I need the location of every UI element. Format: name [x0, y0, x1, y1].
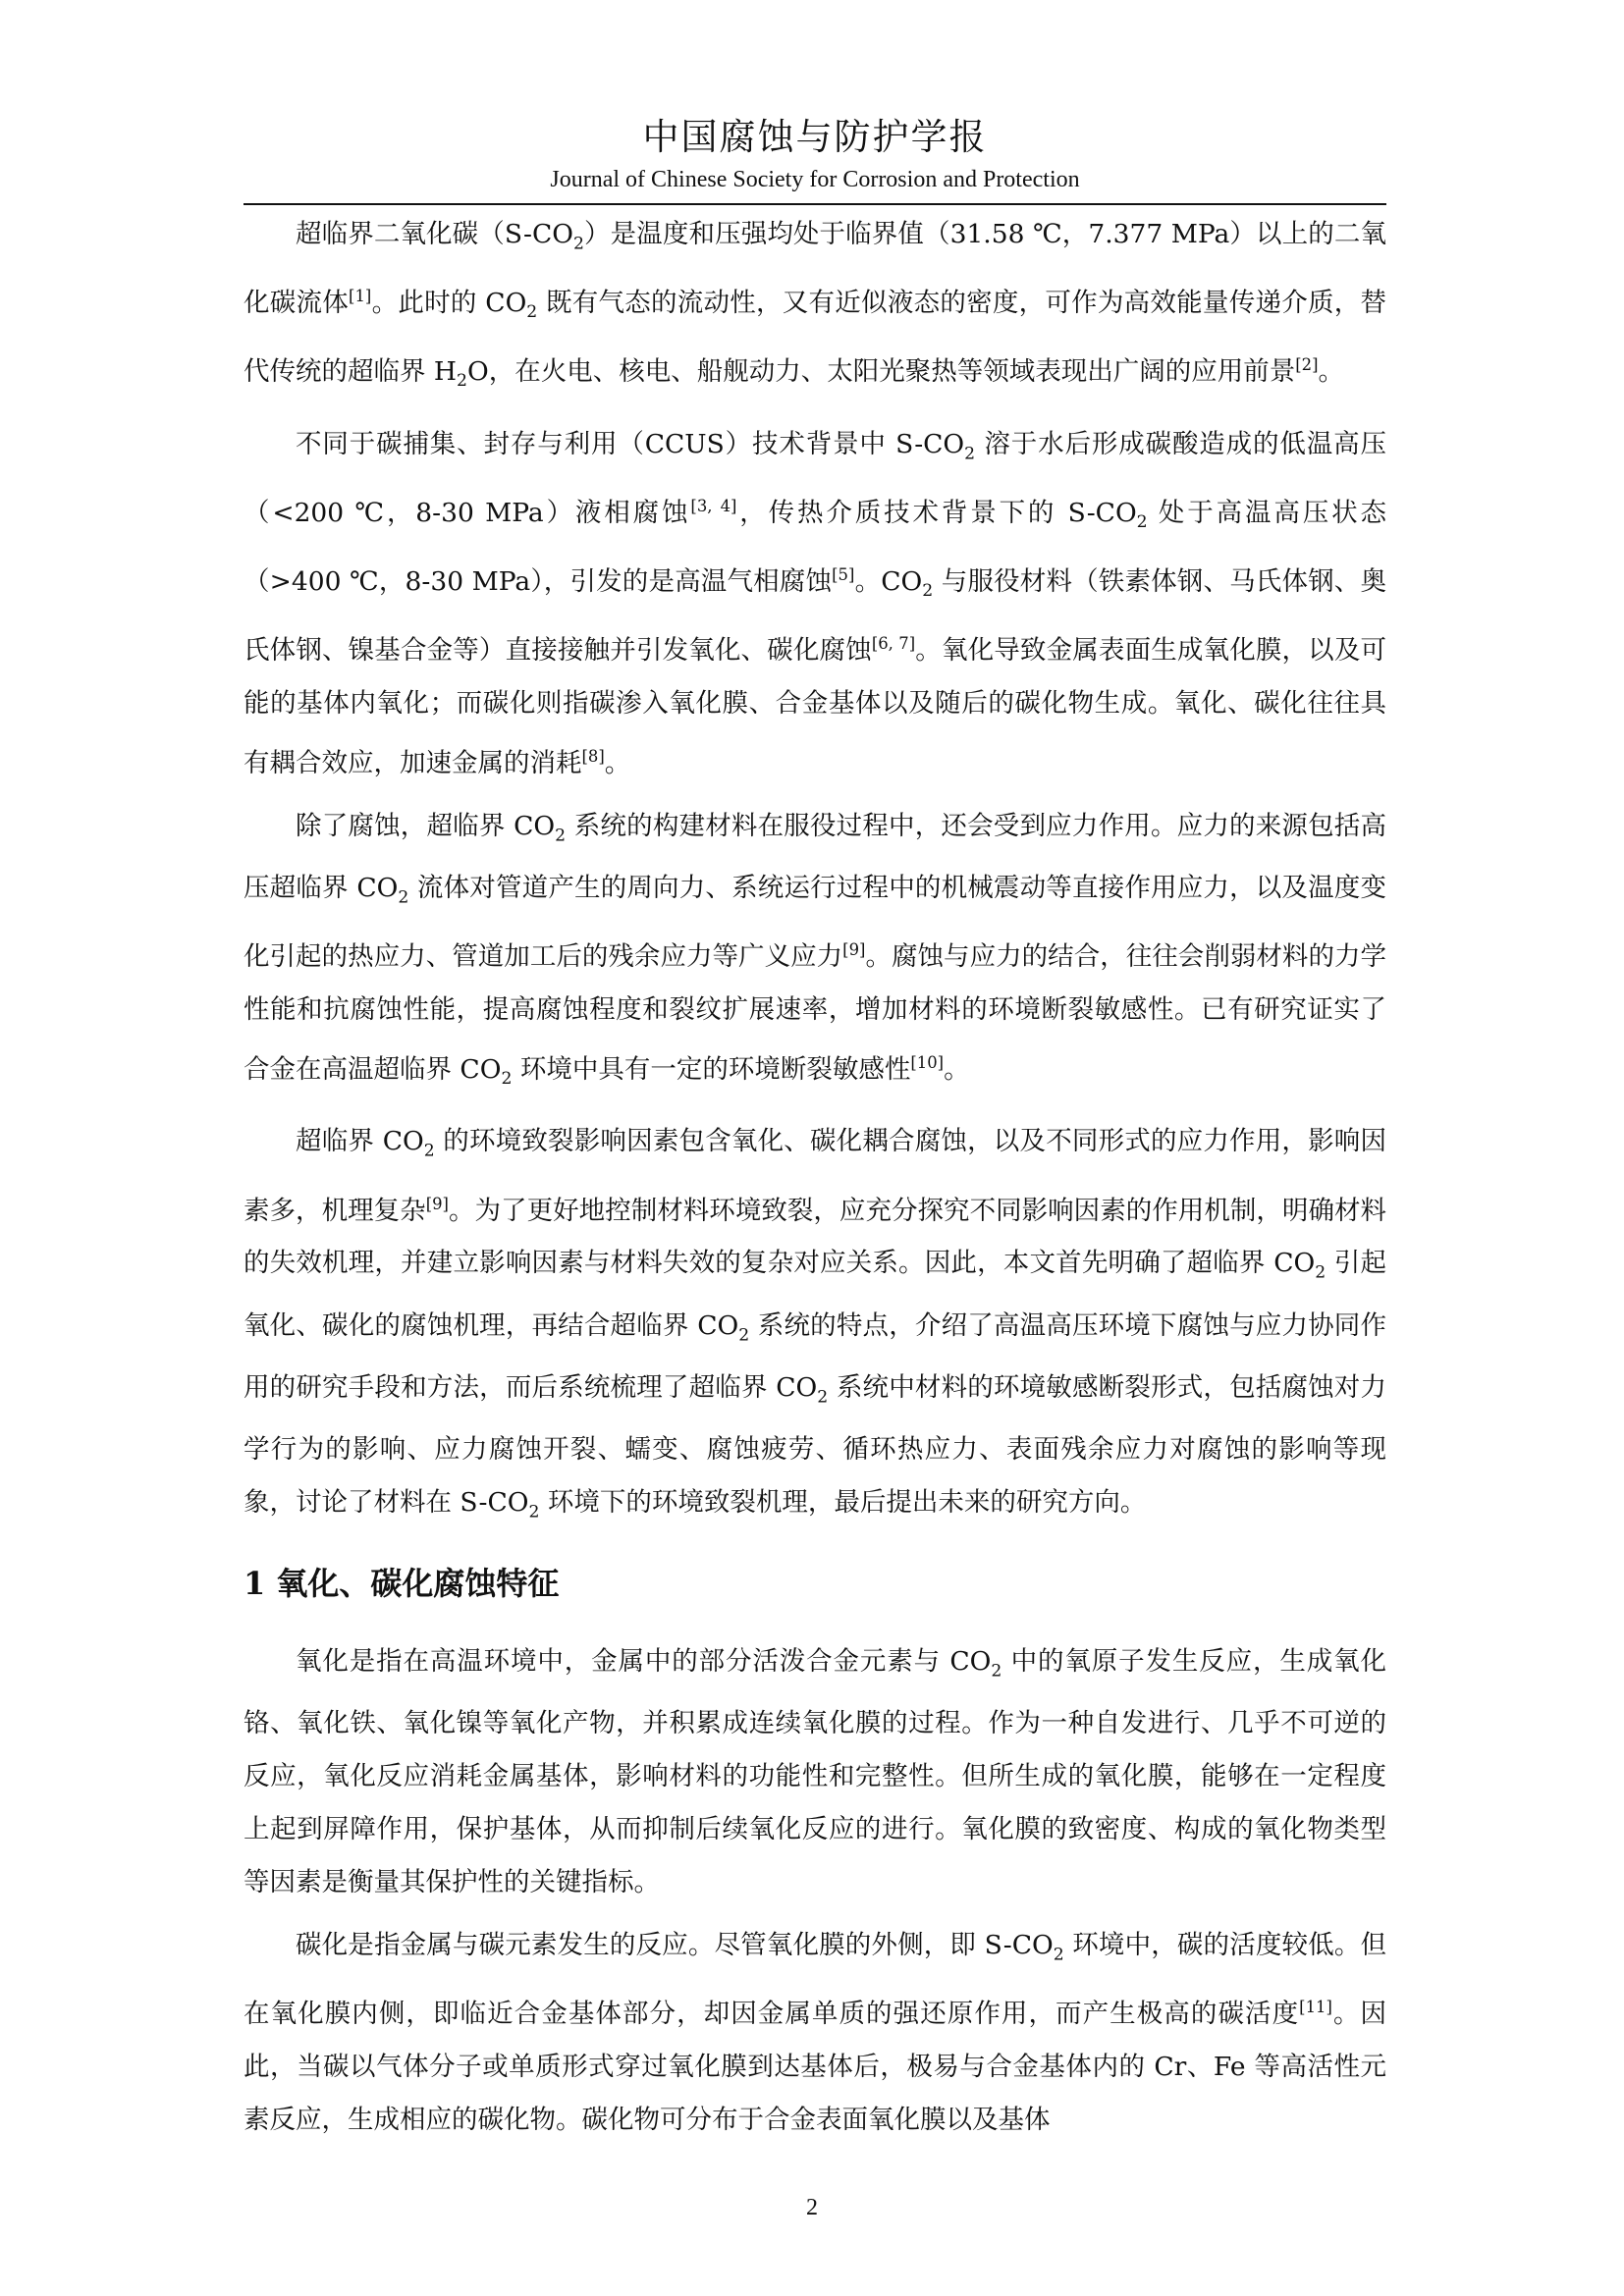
- subscript: 2: [1315, 1262, 1326, 1283]
- subscript: 2: [526, 302, 538, 323]
- subscript: 2: [991, 1660, 1002, 1681]
- citation-reference: [1]: [349, 287, 372, 306]
- citation-reference: [3, 4]: [690, 496, 737, 515]
- journal-title-english: Journal of Chinese Society for Corrosion and Protection: [550, 167, 1080, 192]
- subscript: 2: [1136, 511, 1148, 532]
- subscript: 2: [817, 1387, 829, 1408]
- citation-reference: [10]: [910, 1053, 945, 1073]
- journal-header: [244, 116, 1386, 194]
- page-number: 2: [806, 2195, 818, 2220]
- citation-reference: [2]: [1295, 355, 1319, 375]
- subscript: 2: [572, 234, 584, 254]
- section-heading-1: 1 氧化、碳化腐蚀特征: [244, 1564, 560, 1602]
- subscript: 2: [457, 371, 468, 392]
- citation-reference: [5]: [832, 564, 855, 584]
- citation-reference: [11]: [1299, 1998, 1332, 2017]
- paragraph-oxidation: 氧化是指在高温环境中，金属中的部分活泼合金元素与 $CO_2$ 中的氧原子发生反应，生成氧化铬、氧化铁、氧化镍等氧化产物，并积累成连续氧化膜的过程。作为一种自发进行、几乎不可逆的反应，氧化反应消耗金属基体，影响材料的功能性和完整性。但所生成的氧化膜，能够在一定程度上起到屏障作用，保护基体，从而抑制后续氧化反应的进行。氧化膜的致密度、构成的氧化物类型等因素是衡量其保护性的关键指标。: [244, 1645, 1386, 1897]
- header-divider: [244, 203, 1386, 205]
- subscript: 2: [501, 1069, 513, 1090]
- subscript: 2: [555, 826, 567, 846]
- paragraph-carburization: 碳化是指金属与碳元素发生的反应。尽管氧化膜的外侧，即 $S-CO_2$ 环境中，碳的活度较低。但在氧化膜内侧，即临近合金基体部分，却因金属单质的强还原作用，而产生极高的碳活度[11]。因此，当碳以气体分子或单质形式穿过氧化膜到达基体后，极易与合金基体内的 Cr、Fe 等高活性元素反应，生成相应的碳化物。碳化物可分布于合金表面氧化膜以及基体: [244, 1929, 1387, 2136]
- citation-reference: [8]: [581, 746, 605, 766]
- subscript: 2: [528, 1502, 540, 1522]
- paragraph-intro-scco2-definition: 超临界二氧化碳$(S-CO_2)$是温度和压强均处于临界值（31.58 ℃，7.377 MPa）以上的二氧化碳流体[1]。此时的 $CO_2$ 既有气态的流动性，又有近似液态的密度，可作为高效能量传递介质，替代传统的超临界 $H_2O$，在火电、核电、船舰动力、太阳光聚热等领域表现出广阔的应用前景[2]。: [244, 219, 1386, 392]
- paragraph-intro-stress: 除了腐蚀，超临界 $CO_2$ 系统的构建材料在服役过程中，还会受到应力作用。应力的来源包括高压超临界 $CO_2$ 流体对管道产生的周向力、系统运行过程中的机械震动等直接作用应力，以及温度变化引起的热应力、管道加工后的残余应力等广义应力[9]。腐蚀与应力的结合，往往会削弱材料的力学性能和抗腐蚀性能，提高腐蚀程度和裂纹扩展速率，增加材料的环境断裂敏感性。已有研究证实了合金在高温超临界 $CO_2$ 环境中具有一定的环境断裂敏感性[10]。: [244, 810, 1387, 1090]
- subscript: 2: [1053, 1945, 1064, 1965]
- subscript: 2: [423, 1141, 435, 1161]
- paragraph-intro-corrosion-types: 不同于碳捕集、封存与利用（CCUS）技术背景中 $S-CO_2$ 溶于水后形成碳酸造成的低温高压（<200 ℃，8-30 MPa）液相腐蚀[3, 4]，传热介质技术背景下的 $S-CO_2$ 处于高温高压状态（>400 ℃，8-30 MPa），引发的是高温气相腐蚀[5]。$CO_2$ 与服役材料（铁素体钢、马氏体钢、奥氏体钢、镍基合金等）直接接触并引发氧化、碳化腐蚀[6, 7]。氧化导致金属表面生成氧化膜，以及可能的基体内氧化；而碳化则指碳渗入氧化膜、合金基体以及随后的碳化物生成。氧化、碳化往往具有耦合效应，加速金属的消耗[8]。: [244, 428, 1387, 778]
- subscript: 2: [922, 581, 934, 602]
- citation-reference: [9]: [425, 1194, 449, 1213]
- paragraph-intro-scope: 超临界 $CO_2$ 的环境致裂影响因素包含氧化、碳化耦合腐蚀，以及不同形式的应力作用，影响因素多，机理复杂[9]。为了更好地控制材料环境致裂，应充分探究不同影响因素的作用机制，明确材料的失效机理，并建立影响因素与材料失效的复杂对应关系。因此，本文首先明确了超临界 $CO_2$ 引起氧化、碳化的腐蚀机理，再结合超临界 $CO_2$ 系统的特点，介绍了高温高压环境下腐蚀与应力协同作用的研究手段和方法，而后系统梳理了超临界 $CO_2$ 系统中材料的环境敏感断裂形式，包括腐蚀对力学行为的影响、应力腐蚀开裂、蠕变、腐蚀疲劳、循环热应力、表面残余应力对腐蚀的影响等现象，讨论了材料在 $S-CO_2$ 环境下的环境致裂机理，最后提出未来的研究方向。: [244, 1126, 1387, 1522]
- subscript: 2: [964, 443, 976, 463]
- journal-title-chinese: 中国腐蚀与防护学报: [642, 116, 988, 158]
- subscript: 2: [738, 1325, 750, 1346]
- subscript: 2: [398, 887, 409, 908]
- citation-reference: [6, 7]: [871, 634, 916, 654]
- article-body: [244, 208, 1386, 2157]
- citation-reference: [9]: [842, 940, 866, 960]
